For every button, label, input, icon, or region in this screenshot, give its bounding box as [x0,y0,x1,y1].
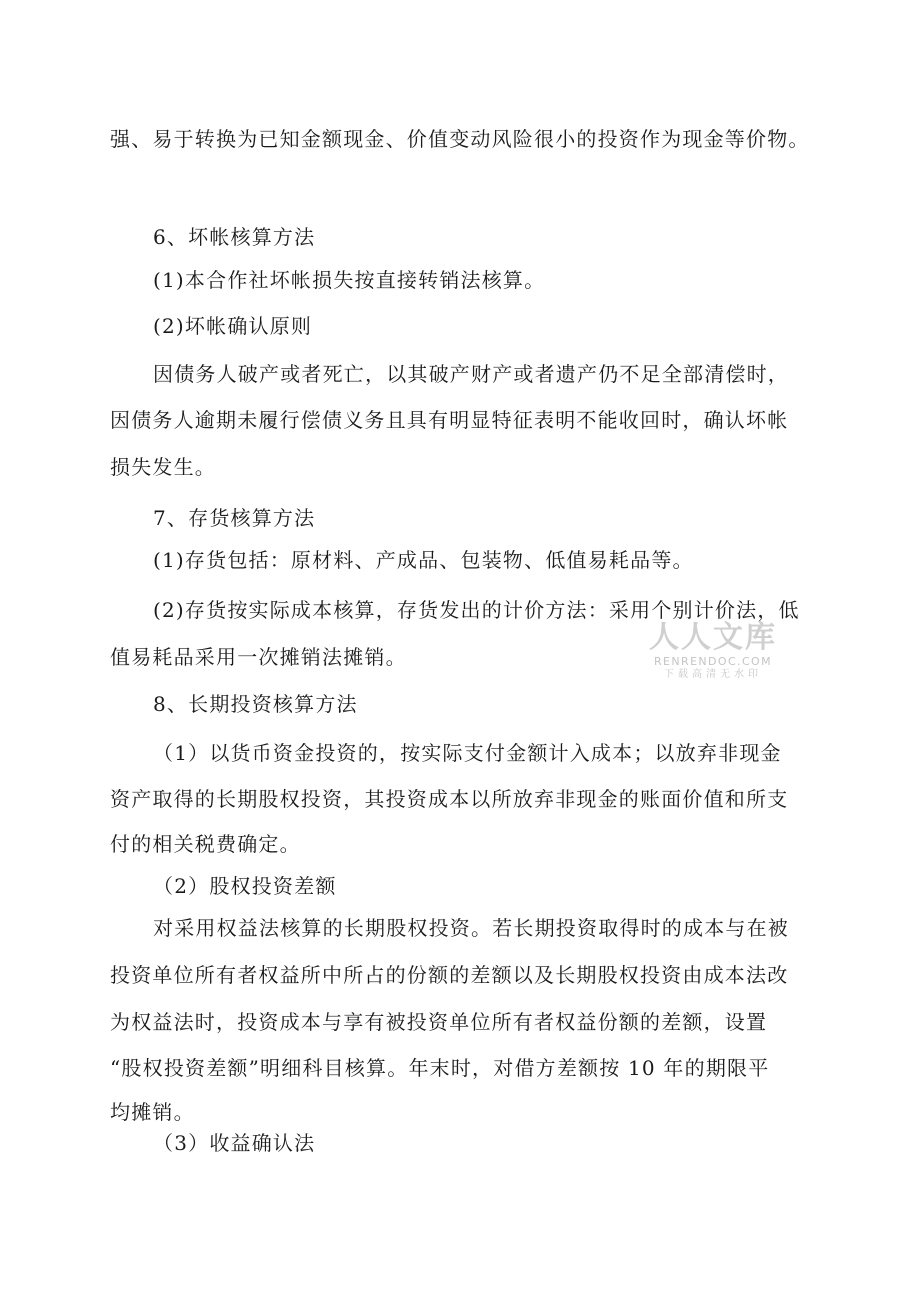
watermark-domain: RENRENDOC.COM [654,655,772,668]
text-line: (2)存货按实际成本核算，存货发出的计价方法：采用个别计价法，低 [153,598,800,622]
subsection-heading: (2)坏帐确认原则 [153,314,313,338]
section-heading: 6、坏帐核算方法 [153,225,316,249]
text-line: (1)存货包括：原材料、产成品、包装物、低值易耗品等。 [153,548,694,572]
text-line: 强、易于转换为已知金额现金、价值变动风险很小的投资作为现金等价物。 [110,127,810,151]
watermark-logo-text: 人人文库 [649,620,777,655]
text-line: 均摊销。 [110,1100,195,1124]
text-line: 因债务人逾期未履行偿债义务且具有明显特征表明不能收回时，确认坏帐 [110,408,789,432]
text-line: 付的相关税费确定。 [110,832,301,856]
subsection-heading: （3）收益确认法 [153,1131,316,1155]
text-line: (1)本合作社坏帐损失按直接转销法核算。 [153,268,546,292]
text-line: 投资单位所有者权益所中所占的份额的差额以及长期股权投资由成本法改 [110,963,789,987]
text-line: 值易耗品采用一次摊销法摊销。 [110,645,407,669]
text-line: 因债务人破产或者死亡，以其破产财产或者遗产仍不足全部清偿时， [153,362,789,386]
section-heading: 7、存货核算方法 [153,506,316,530]
text-line: 损失发生。 [110,455,216,479]
text-line: （1）以货币资金投资的，按实际支付金额计入成本；以放弃非现金 [153,741,782,765]
renrendoc-watermark [648,621,778,681]
text-line: 为权益法时，投资成本与享有被投资单位所有者权益份额的差额，设置 [110,1010,768,1034]
text-line: “股权投资差额”明细科目核算。年末时，对借方差额按 10 年的期限平 [110,1056,770,1080]
section-heading: 8、长期投资核算方法 [153,692,358,716]
text-line: 对采用权益法核算的长期股权投资。若长期投资取得时的成本与在被 [153,916,789,940]
subsection-heading: （2）股权投资差额 [153,874,337,898]
text-line: 资产取得的长期股权投资，其投资成本以所放弃非现金的账面价值和所支 [110,787,789,811]
watermark-tagline: 下载高清无水印 [664,669,762,680]
